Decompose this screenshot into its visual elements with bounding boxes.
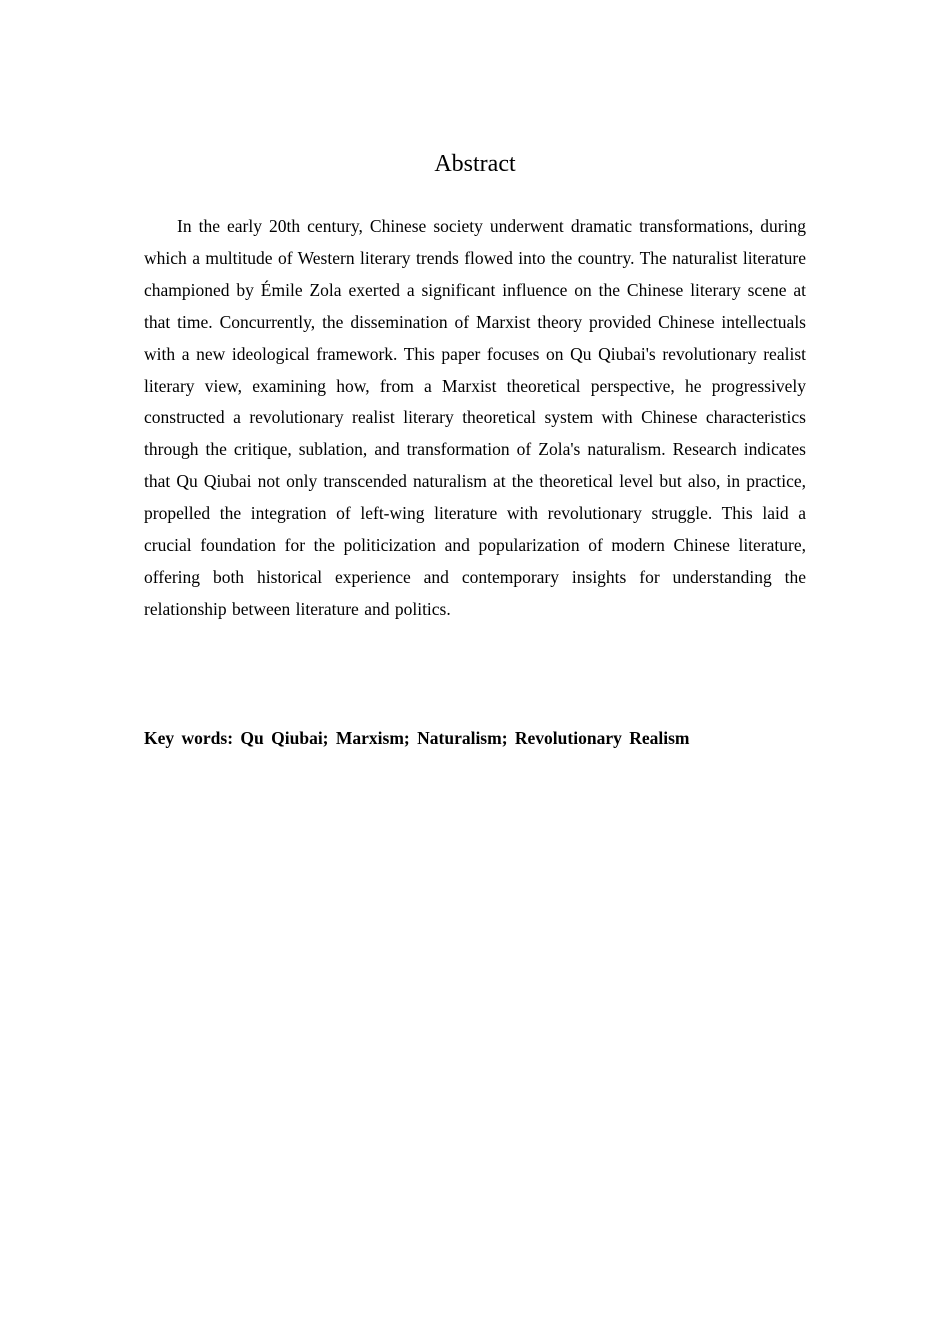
keywords-line: Key words: Qu Qiubai; Marxism; Naturalism; Revolutionary Realism	[144, 728, 690, 748]
abstract-body: In the early 20th century, Chinese society underwent dramatic transformations, during which a multitude of Western literary trends flowed into the country. The naturalist literature championed by Émile Zola exerted a significant influence on the Chinese literary scene at that time. Concurrently, the dissemination of Marxist theory provided Chinese intellectuals with a new ideological framework. This paper focuses on Qu Qiubai's revolutionary realist literary view, examining how, from a Marxist theoretical perspective, he progressively constructed a revolutionary realist literary theoretical system with Chinese characteristics through the critique, sublation, and transformation of Zola's naturalism. Research indicates that Qu Qiubai not only transcended naturalism at the theoretical level but also, in practice, propelled the integration of left-wing literature with revolutionary struggle. This laid a crucial foundation for the politicization and popularization of modern Chinese literature, offering both historical experience and contemporary insights for understanding the relationship between literature and politics.	[144, 216, 806, 619]
abstract-title: Abstract	[434, 151, 516, 177]
